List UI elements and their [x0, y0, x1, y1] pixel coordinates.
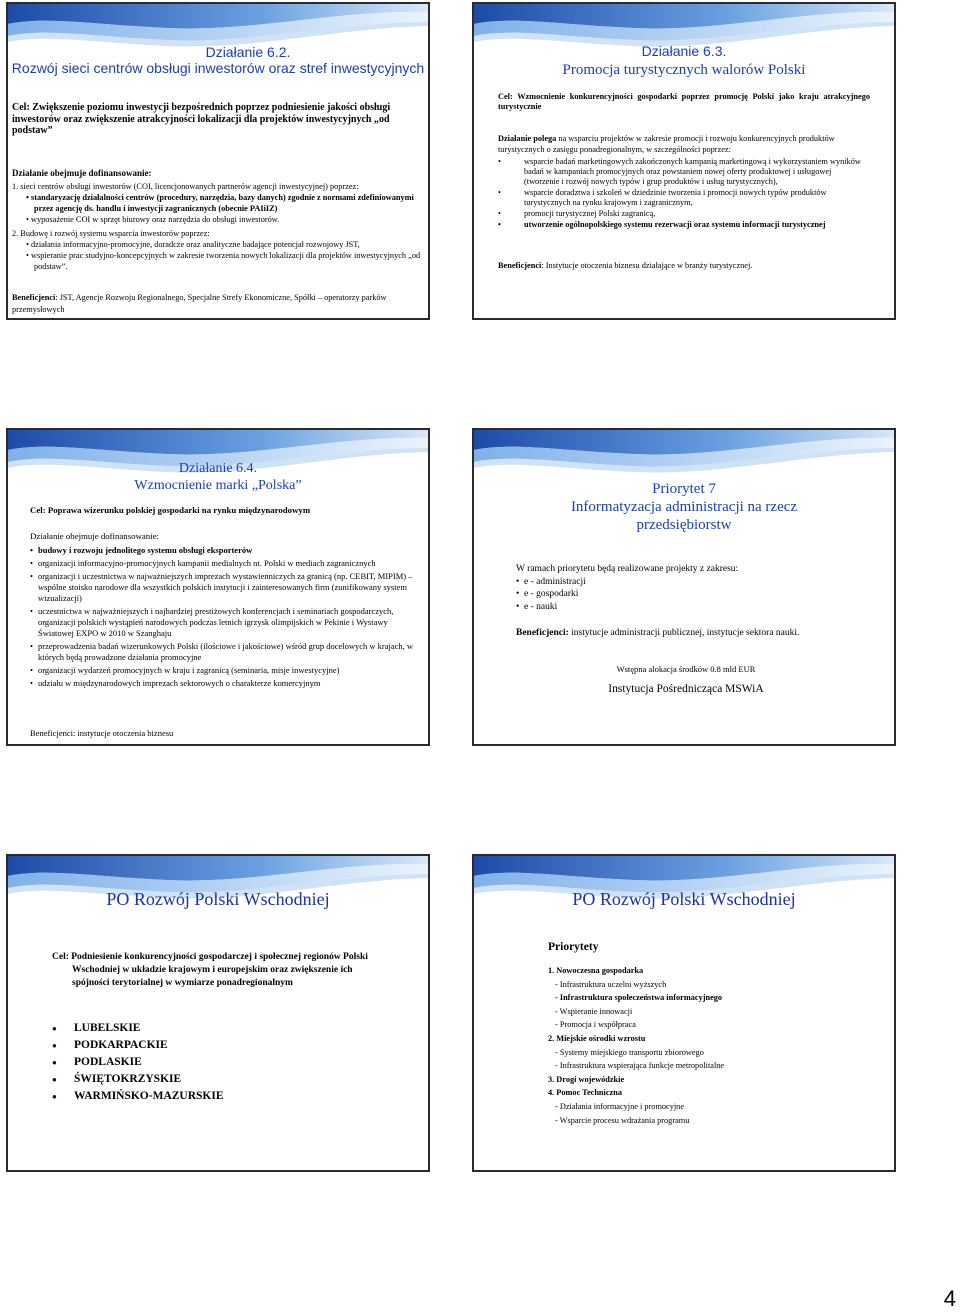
- scope-item: • organizacji i uczestnictwa w najważniejszych imprezach wystawienniczych za granicą (np. CEBIT, MIPIM) – wspólne stoisko narodowe dla wszystkich polskich instytucji i zainteresowanych firm (zunifikowany system wizualizacji): [30, 571, 420, 604]
- priority-item: - Infrastruktura uczelni wyższych: [555, 979, 667, 989]
- point-1-bullet-2: • wyposażenie COI w sprzęt biurowy oraz narzędzia do obsługi inwestorów.: [12, 214, 428, 225]
- point-2-bullet-2: • wspieranie prac studyjno-koncepcyjnych w zakresie tworzenia nowych lokalizacji dla projektów inwestycyjnych „od podstaw”.: [12, 250, 428, 272]
- priority-scope: [516, 563, 876, 613]
- priority-group-head: 2. Miejskie ośrodki wzrostu: [548, 1033, 646, 1043]
- title-line-2: Wzmocnienie marki „Polska”: [134, 478, 302, 493]
- scope-list: [498, 157, 868, 230]
- beneficjenci-label: Beneficjenci: [30, 728, 73, 738]
- title-line-1: Priorytet 7: [652, 481, 716, 497]
- scope-item: • wsparcie doradztwa i szkoleń w dziedzinie tworzenia i promocji nowych typów produktów turystycznych na rynku krajowym i zagranicznym,: [498, 188, 868, 208]
- beneficjenci: [516, 628, 886, 640]
- obejmuje-heading: Działanie obejmuje dofinansowanie:: [30, 531, 159, 541]
- point-1-bullet-1: • standaryzację działalności centrów (procedury, narzędzia, bazy danych) zgodnie z normami zdefiniowanymi przez agencję ds. handlu i inwestycji zagranicznych (obecnie PAIiIZ): [12, 192, 428, 214]
- title-line-1: Działanie 6.3.: [641, 43, 727, 59]
- priority-group-head: 3. Drogi wojewódzkie: [548, 1074, 625, 1084]
- region-item: ● WARMIŃSKO-MAZURSKIE: [52, 1088, 352, 1105]
- scope-item: • wsparcie badań marketingowych zakończonych kampanią marketingową i wykorzystaniem wyników badań w kampaniach promocyjnych oraz powstaniem nowej oferty produktowej i usługowej (tworzenie i rozwój nowych typów i grup produktów i usług turystycznych),: [498, 157, 868, 187]
- slide-dzialanie-6-2: [6, 2, 430, 320]
- slide-priorytet-7: [472, 428, 896, 746]
- priorytety-heading: Priorytety: [548, 941, 599, 953]
- priority-list: [548, 964, 878, 1127]
- beneficjenci: [12, 292, 422, 316]
- scope-list: [30, 545, 420, 689]
- obejmuje-heading: Działanie obejmuje dofinansowanie:: [12, 168, 152, 178]
- region-item: ● PODLASKIE: [52, 1054, 352, 1071]
- beneficjenci-label: Beneficjenci: [12, 293, 56, 302]
- title-line-2: Promocja turystycznych walorów Polski: [562, 62, 806, 78]
- scope-item: • udziału w międzynarodowych imprezach sektorowych o charakterze komercyjnym: [30, 678, 420, 689]
- region-item: ● ŚWIĘTOKRZYSKIE: [52, 1071, 352, 1088]
- region-item: ● PODKARPACKIE: [52, 1037, 352, 1054]
- slide-title: [8, 460, 428, 494]
- beneficjenci-value: : Instytucje otoczenia biznesu działające w branży turystycznej.: [541, 261, 753, 270]
- region-list: [52, 1020, 352, 1105]
- intro-text: W ramach priorytetu będą realizowane projekty z zakresu:: [516, 564, 739, 574]
- scope-item: • e - nauki: [516, 601, 876, 614]
- beneficjenci-value: : instytucje otoczenia biznesu: [72, 728, 174, 738]
- cel-text: Cel: Poprawa wizerunku polskiej gospodarki na rynku międzynarodowym: [30, 505, 311, 515]
- scope-item: • budowy i rozwoju jednolitego systemu obsługi eksporterów: [30, 545, 420, 556]
- priority-group-head: 4. Pomoc Techniczna: [548, 1088, 622, 1098]
- intro-bold: Działanie polega: [498, 134, 557, 143]
- scope-item: • organizacji wydarzeń promocyjnych w kraju i zagranicą (seminaria, misje inwestycyjne): [30, 665, 420, 676]
- priority-item: - Infrastruktura wspierająca funkcje metropolitalne: [555, 1061, 725, 1071]
- title-line-2: Informatyzacja administracji na rzecz przedsiębiorstw: [570, 499, 798, 533]
- scope-item: • e - gospodarki: [516, 588, 876, 601]
- priority-item: - Wspieranie innowacji: [555, 1006, 633, 1016]
- priority-item: - Działania informacyjne i promocyjne: [555, 1101, 685, 1111]
- beneficjenci-label: Beneficjenci: [498, 261, 542, 270]
- title-line-1: Działanie 6.4.: [178, 461, 258, 476]
- scope-item: • promocji turystycznej Polski zagranicą,: [498, 209, 868, 219]
- point-1: 1. sieci centrów obsługi inwestorów (COI, licencjonowanych partnerów agencji inwestycyjnej) poprzez:: [12, 182, 359, 191]
- slide-po-rpw-regions: [6, 854, 430, 1172]
- scope-item: • utworzenie ogólnopolskiego systemu rezerwacji oraz systemu informacji turystycznej: [498, 220, 868, 230]
- slide-po-rpw-priorytety: [472, 854, 896, 1172]
- cel-text: Cel: Zwiększenie poziomu inwestycji bezpośrednich poprzez podniesienie jakości obsługi inwestorów oraz zwiększenie atrakcyjności lokalizacji dla projektów inwestycyjnych „od podstaw”: [12, 102, 391, 136]
- beneficjenci: [498, 260, 878, 272]
- slide1-body: [12, 181, 428, 272]
- intro-rest: na wsparciu projektów w zakresie promocji i rozwoju konkurencyjnych produktów turystycznych o zasięgu ponadregionalnym, w szczególności poprzez:: [498, 134, 835, 154]
- slide-title: PO Rozwój Polski Wschodniej: [572, 889, 796, 909]
- cel-text: Cel: Wzmocnienie konkurencyjności gospodarki poprzez promocję Polski jako kraju atrakcyjnego turystycznie: [498, 92, 870, 111]
- scope-item: • organizacji informacyjno-promocyjnych kampanii medialnych nt. Polski w mediach zagranicznych: [30, 558, 420, 569]
- priority-item: - Systemy miejskiego transportu zbiorowego: [555, 1047, 704, 1057]
- priority-group-head: 1. Nowoczesna gospodarka: [548, 966, 644, 975]
- priority-item: - Infrastruktura społeczeństwa informacyjnego: [555, 993, 723, 1003]
- slide-title: [474, 480, 894, 534]
- alokacja-text: Wstępna alokacja środków 0.8 mld EUR: [616, 664, 756, 674]
- intro-text: [498, 134, 878, 155]
- scope-item: • e - administracji: [516, 576, 876, 589]
- beneficjenci-value: instytucje administracji publicznej, instytucje sektora nauki.: [568, 628, 800, 638]
- page-number: 4: [943, 1286, 956, 1311]
- beneficjenci-label: Beneficjenci:: [516, 628, 569, 638]
- cel-text: Cel: Podniesienie konkurencyjności gospodarczej i społecznej regionów Polski Wschodniej w układzie krajowym i europejskim oraz zwiększenie ich spójności terytorialnej w wymiarze ponadregionalnym: [52, 952, 368, 988]
- priority-item: - Promocja i współpraca: [555, 1020, 636, 1030]
- scope-item: • uczestnictwa w najważniejszych i najbardziej prestiżowych konferencjach i seminariach gospodarczych, organizacji polskich wystąpień narodowych podczas letnich igrzysk olimpijskich w Pekinie i Wystawy Światowej EXPO w 2010 w Szanghaju: [30, 606, 420, 639]
- slide-dzialanie-6-4: [6, 428, 430, 746]
- priority-item: - Wsparcie procesu wdrażania programu: [555, 1115, 690, 1125]
- scope-item: • przeprowadzenia badań wizerunkowych Polski (ilościowe i jakościowe) wśród grup docelowych w krajach, w których będą prowadzone działania promocyjne: [30, 641, 420, 663]
- region-item: ● LUBELSKIE: [52, 1020, 352, 1037]
- instytucja-text: Instytucja Pośrednicząca MSWiA: [608, 683, 764, 695]
- title-line-2: Rozwój sieci centrów obsługi inwestorów oraz stref inwestycyjnych: [11, 60, 425, 76]
- point-2-bullet-1: • działania informacyjno-promocyjne, doradcze oraz analityczne badające potencjał rozwojowy JST,: [12, 239, 428, 250]
- slide-title: PO Rozwój Polski Wschodniej: [106, 889, 330, 909]
- point-2: 2. Budowę i rozwój systemu wsparcia inwestorów poprzez:: [12, 229, 210, 238]
- slide-dzialanie-6-3: [472, 2, 896, 320]
- slide-title: [474, 42, 894, 80]
- beneficjenci-value: : JST, Agencje Rozwoju Regionalnego, Specjalne Strefy Ekonomiczne, Spółki – operatorzy parków przemysłowych: [12, 293, 387, 314]
- title-line-1: Działanie 6.2.: [205, 44, 291, 60]
- beneficjenci: [30, 728, 420, 740]
- slide-title: [8, 44, 428, 76]
